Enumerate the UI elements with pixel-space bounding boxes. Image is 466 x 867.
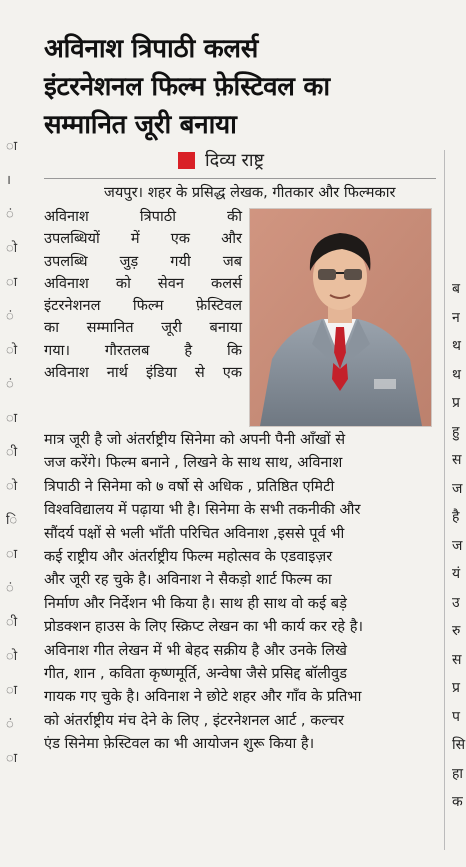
body-line: को अंतर्राष्ट्रीय मंच देने के लिए , इंटरनेशनल आर्ट , कल्चर	[44, 711, 344, 729]
article-source	[178, 148, 264, 172]
portrait-photo-icon	[249, 208, 432, 427]
adjacent-column-fragment: ी	[6, 445, 18, 460]
adjacent-column-fragment: प्र	[452, 395, 460, 411]
adjacent-column-fragment: उ	[452, 594, 460, 611]
headline-divider	[44, 178, 436, 179]
body-line: जज करेंगे। फिल्म बनाने , लिखने के साथ साथ, अविनाश	[44, 454, 343, 472]
adjacent-column-fragment: ं	[6, 377, 14, 392]
adjacent-column-fragment: ं	[6, 309, 14, 324]
body-line: एंड सिनेमा फ़ेस्टिवल का भी आयोजन शुरू किया है।	[44, 735, 315, 753]
adjacent-column-fragment: ा	[6, 139, 18, 154]
adjacent-column-fragment: थ	[452, 366, 461, 383]
adjacent-column-fragment: सि	[452, 737, 466, 753]
article-headline	[44, 30, 434, 144]
adjacent-column-fragment: ं	[6, 207, 14, 222]
adjacent-column-left	[0, 0, 18, 867]
adjacent-column-fragment: ज	[452, 537, 463, 554]
adjacent-column-fragment: ब	[452, 281, 460, 297]
adjacent-column-fragment: स	[452, 651, 462, 668]
body-line: प्रोडक्शन हाउस के लिए स्क्रिप्ट लेखन का भी कार्य कर रहे है।	[44, 618, 363, 636]
adjacent-column-fragment: न	[452, 309, 460, 326]
adjacent-column-fragment: हा	[452, 765, 464, 782]
adjacent-column-fragment: प्र	[452, 680, 460, 696]
portrait-illustration	[250, 209, 431, 426]
adjacent-column-fragment: ो	[6, 649, 18, 664]
adjacent-column-fragment: रु	[452, 623, 461, 639]
adjacent-column-fragment: स	[452, 452, 462, 468]
body-line: निर्माण और निर्देशन भी किया है। साथ ही साथ वो कई बड़े	[44, 594, 347, 612]
red-square-icon	[178, 152, 195, 169]
headline-line-3: सम्मानित जूरी बनाया	[44, 110, 237, 140]
adjacent-column-fragment: ा	[6, 683, 18, 698]
adjacent-column-fragment: प	[452, 708, 460, 725]
column-divider	[444, 150, 445, 850]
body-line: त्रिपाठी ने सिनेमा को ७ वर्षो से अधिक , प्रतिष्ठित एमिटी	[44, 477, 335, 495]
article-body-text	[44, 428, 436, 756]
adjacent-column-fragment: यं	[452, 566, 461, 582]
adjacent-column-fragment: ा	[6, 751, 18, 766]
adjacent-column-fragment: ज	[452, 480, 463, 497]
body-line: और जूरी रह चुके है। अविनाश ने सैकड़ो शार्ट फिल्म का	[44, 571, 332, 589]
adjacent-column-fragment: ो	[6, 479, 18, 494]
adjacent-column-fragment: ा	[6, 411, 18, 426]
adjacent-column-fragment: ा	[6, 547, 18, 562]
body-line: उपलब्धियों में एक और	[44, 230, 242, 248]
article-lead-line: जयपुर। शहर के प्रसिद्ध लेखक, गीतकार और फिल्मकार	[104, 184, 396, 201]
article-wrapped-text	[44, 206, 242, 384]
body-line: सौंदर्य पक्षों से भली भाँती परिचित अविनाश ,इससे पूर्व भी	[44, 524, 345, 542]
headline-line-1: अविनाश त्रिपाठी कलर्स	[44, 34, 259, 64]
body-line: गया। गौरतलब है कि	[44, 341, 242, 359]
adjacent-column-fragment: ी	[6, 615, 18, 630]
source-name: दिव्य राष्ट्र	[205, 150, 265, 171]
body-line: अविनाश त्रिपाठी की	[44, 208, 242, 225]
adjacent-column-fragment: ि	[6, 513, 18, 528]
adjacent-column-fragment: थ	[452, 338, 461, 354]
adjacent-column-fragment: क	[452, 794, 463, 810]
adjacent-column-fragment: ।	[6, 173, 11, 188]
body-line: अविनाश को सेवन कलर्स	[44, 274, 242, 292]
adjacent-column-fragment: ो	[6, 343, 18, 358]
body-line: मात्र जूरी है जो अंतर्राष्ट्रीय सिनेमा को अपनी पैनी आँखों से	[44, 431, 346, 448]
body-line: विश्वविद्यालय में पढ़ाया भी है। सिनेमा के सभी तकनीकी और	[44, 501, 361, 519]
adjacent-column-fragment: ं	[6, 581, 14, 596]
body-line: उपलब्धि जुड़ गयी जब	[44, 252, 242, 270]
body-line: अविनाश नार्थ इंडिया से एक	[44, 364, 242, 382]
body-line: गायक गए चुके है। अविनाश ने छोटे शहर और गाँव के प्रतिभा	[44, 688, 362, 706]
body-line: गीत, शान , कविता कृष्णमूर्ति, अन्वेषा जैसे प्रसिद्द बॉलीवुड	[44, 665, 347, 683]
headline-line-2: इंटरनेशनल फिल्म फ़ेस्टिवल का	[44, 72, 330, 102]
adjacent-column-fragment: ो	[6, 241, 18, 256]
body-line: का सम्मानित जूरी बनाया	[44, 319, 242, 337]
body-line: कई राष्ट्रीय और अंतर्राष्ट्रीय फिल्म महोत्सव के एडवाइज़र	[44, 548, 333, 566]
adjacent-column-fragment: है	[452, 509, 460, 525]
adjacent-column-fragment: ा	[6, 275, 18, 290]
body-line: अविनाश गीत लेखन में भी बेहद सक्रीय है और उनके लिखे	[44, 641, 347, 659]
adjacent-column-right	[446, 0, 466, 867]
adjacent-column-fragment: हु	[452, 423, 460, 440]
body-line: इंटरनेशनल फिल्म फ़ेस्टिवल	[44, 297, 242, 315]
adjacent-column-fragment: ं	[6, 717, 14, 732]
